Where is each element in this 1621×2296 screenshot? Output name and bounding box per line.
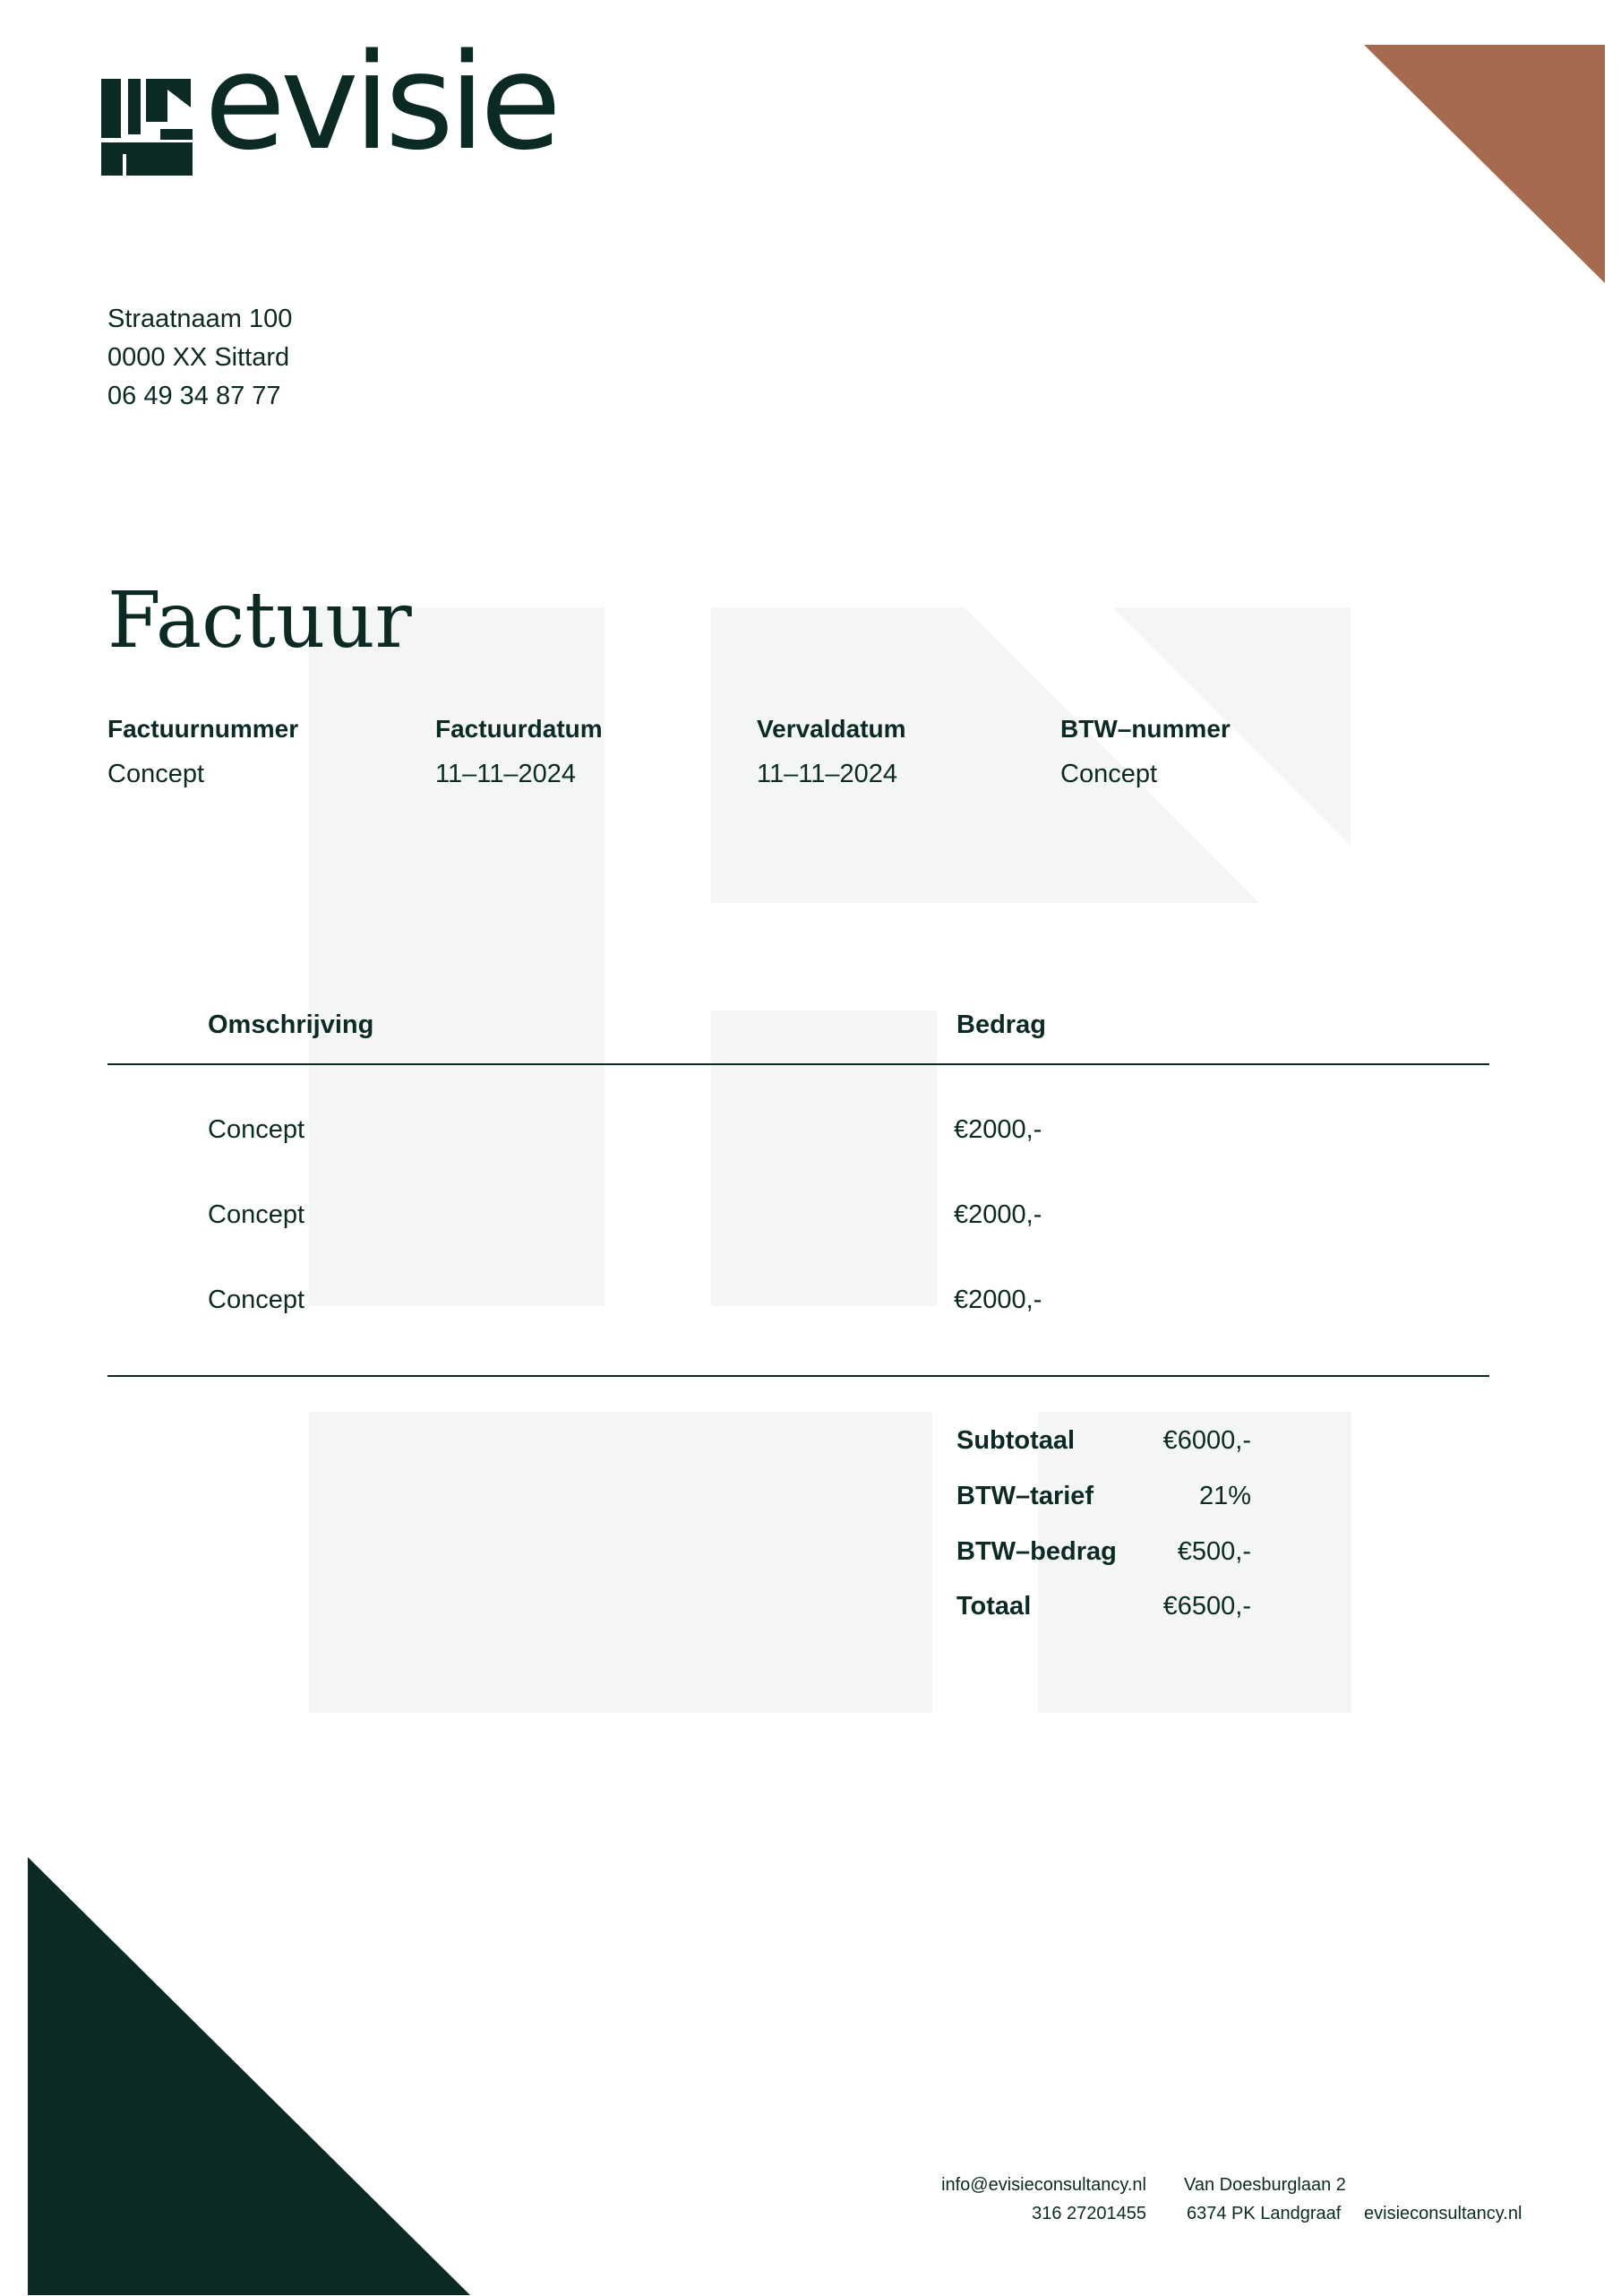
sender-street: Straatnaam 100: [107, 305, 293, 333]
sender-postal-city: 0000 XX Sittard: [107, 343, 290, 372]
invoice-number-value: Concept: [107, 760, 205, 788]
footer-address-line2: 6374 PK Landgraaf: [1187, 2204, 1342, 2223]
vat-amount-value: €500,-: [1177, 1537, 1251, 1566]
watermark-block-totals-left: [309, 1412, 932, 1713]
table-row-description: Concept: [208, 1286, 305, 1314]
vat-rate-label: BTW–tarief: [956, 1482, 1094, 1510]
footer-phone: 316 27201455: [1032, 2204, 1146, 2223]
column-header-amount: Bedrag: [956, 1010, 1046, 1039]
subtotal-value: €6000,-: [1162, 1426, 1251, 1455]
table-footer-divider: [107, 1375, 1489, 1377]
sender-address: [107, 300, 292, 416]
watermark-block-left: [309, 607, 605, 1306]
corner-triangle-bottom-left: [28, 1857, 471, 2296]
table-row-amount: €2000,-: [954, 1115, 1042, 1144]
vat-number-value: Concept: [1060, 760, 1158, 788]
due-date-label: Vervaldatum: [757, 715, 906, 743]
watermark-shape-top-right: [711, 607, 1351, 906]
invoice-date-label: Factuurdatum: [435, 715, 603, 743]
vat-rate-value: 21%: [1198, 1482, 1251, 1510]
column-header-description: Omschrijving: [208, 1010, 374, 1039]
logo-mark-icon: [101, 79, 193, 176]
subtotal-label: Subtotaal: [956, 1426, 1076, 1455]
watermark-block-middle: [711, 1010, 937, 1306]
total-label: Totaal: [956, 1592, 1032, 1621]
invoice-number-label: Factuurnummer: [107, 715, 299, 743]
invoice-title: Factuur: [107, 576, 412, 666]
sender-phone: 06 49 34 87 77: [107, 382, 281, 410]
invoice-date-value: 11–11–2024: [435, 760, 576, 788]
table-row-description: Concept: [208, 1115, 305, 1144]
table-header-divider: [107, 1063, 1489, 1065]
logo-wordmark: evisie: [204, 25, 557, 179]
footer-address-line1: Van Doesburglaan 2: [1184, 2175, 1346, 2195]
table-row-description: Concept: [208, 1200, 305, 1229]
table-row-amount: €2000,-: [954, 1286, 1042, 1314]
footer-website[interactable]: evisieconsultancy.nl: [1364, 2204, 1522, 2223]
due-date-value: 11–11–2024: [757, 760, 897, 788]
corner-triangle-top-right: [1364, 45, 1606, 284]
table-row-amount: €2000,-: [954, 1200, 1042, 1229]
vat-number-label: BTW–nummer: [1060, 715, 1231, 743]
total-value: €6500,-: [1162, 1592, 1251, 1621]
vat-amount-label: BTW–bedrag: [956, 1537, 1117, 1566]
footer-email[interactable]: info@evisieconsultancy.nl: [941, 2175, 1146, 2195]
